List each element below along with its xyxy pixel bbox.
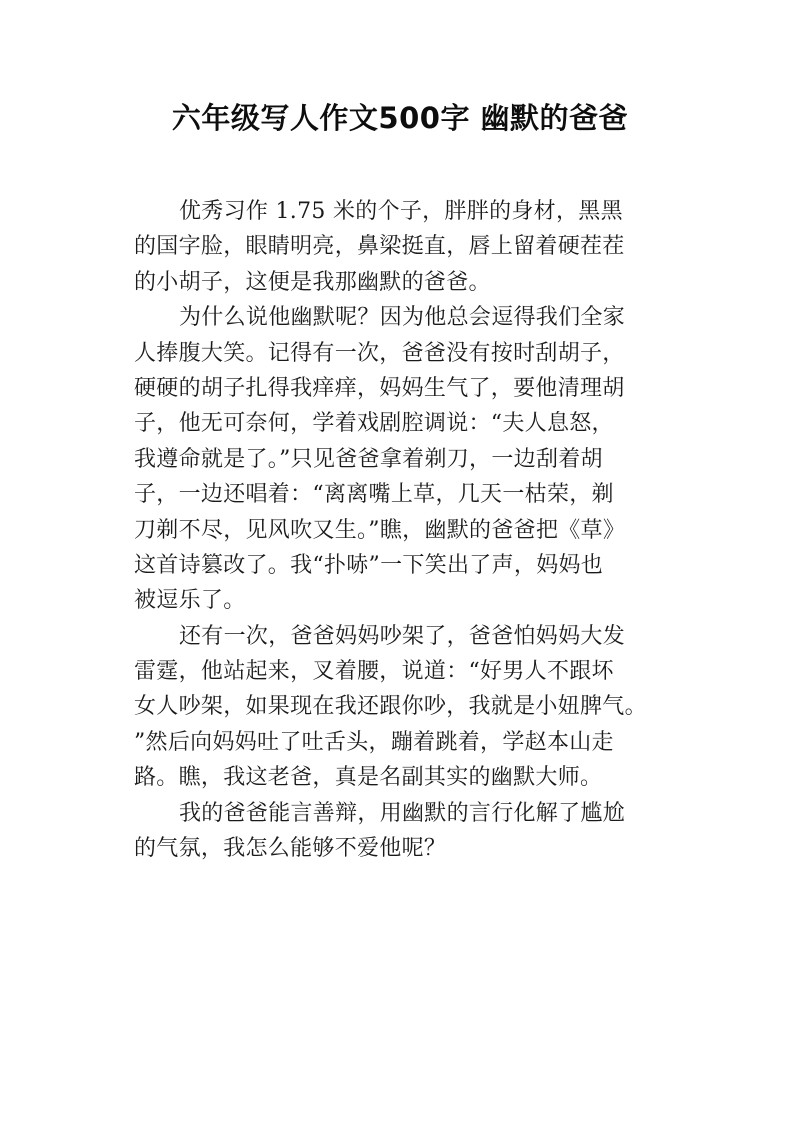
- paragraph-2-line-8: 这首诗篡改了。我“扑哧”一下笑出了声，妈妈也: [134, 552, 604, 578]
- paragraph-2-line-9: 被逗乐了。: [134, 588, 246, 614]
- paragraph-1-line-2: 的国字脸，眼睛明亮，鼻梁挺直，唇上留着硬茬茬: [134, 234, 625, 260]
- paragraph-2-line-2: 人捧腹大笑。记得有一次，爸爸没有按时刮胡子，: [134, 340, 625, 366]
- paragraph-2-line-5: 我遵命就是了。”只见爸爸拿着剃刀，一边刮着胡: [134, 446, 603, 472]
- paragraph-4-line-2: 的气氛，我怎么能够不爱他呢？: [134, 836, 447, 862]
- paragraph-1-line-3: 的小胡子，这便是我那幽默的爸爸。: [134, 269, 491, 295]
- paragraph-4-line-1: 我的爸爸能言善辩，用幽默的言行化解了尴尬: [179, 800, 626, 826]
- paragraph-2-line-7: 刀剃不尽，见风吹又生。”瞧，幽默的爸爸把《草》: [134, 517, 626, 543]
- paragraph-2-line-6: 子，一边还唱着：“离离嘴上草，几天一枯荣，剃: [134, 482, 614, 508]
- paragraph-3-line-2: 雷霆，他站起来，叉着腰，说道：“好男人不跟坏: [134, 659, 614, 685]
- paragraph-3-line-4: ”然后向妈妈吐了吐舌头，蹦着跳着，学赵本山走: [134, 729, 614, 755]
- paragraph-2-line-4: 子，他无可奈何，学着戏剧腔调说：“夫人息怒，: [134, 411, 614, 437]
- paragraph-2-line-1: 为什么说他幽默呢？因为他总会逗得我们全家: [179, 305, 626, 331]
- paragraph-2-line-3: 硬硬的胡子扎得我痒痒，妈妈生气了，要他清理胡: [134, 375, 625, 401]
- document-title: 六年级写人作文500字 幽默的爸爸: [171, 101, 629, 135]
- paragraph-3-line-1: 还有一次，爸爸妈妈吵架了，爸爸怕妈妈大发: [179, 623, 626, 649]
- paragraph-1-line-1: 优秀习作 1.75 米的个子，胖胖的身材，黑黑: [179, 199, 623, 224]
- document-body: [134, 194, 674, 866]
- paragraph-3-line-5: 路。瞧，我这老爸，真是名副其实的幽默大师。: [134, 765, 603, 791]
- paragraph-3-line-3: 女人吵架，如果现在我还跟你吵，我就是小妞脾气。: [134, 694, 647, 720]
